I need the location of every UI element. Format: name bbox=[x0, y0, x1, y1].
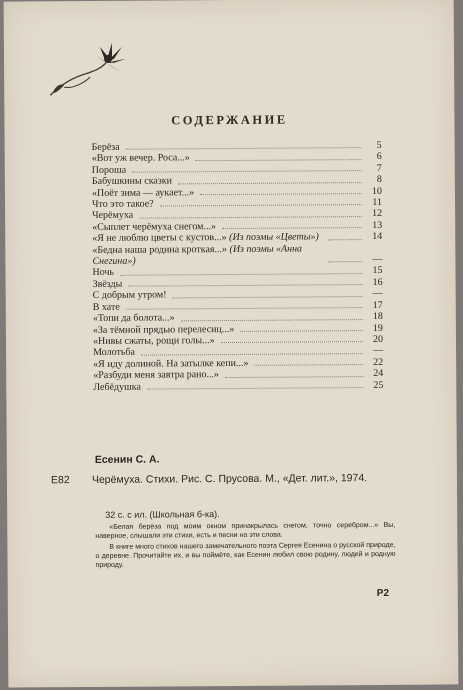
toc-leader-dots bbox=[141, 353, 363, 356]
annotation-paragraph: В книге много стихов нашего замечательного поэта Сергея Есенина о русской природе, о деревне. Прочитайте их, и вы поймёте, как Есенин любил свою родину, людей и родную природу. bbox=[95, 541, 396, 569]
toc-leader-dots bbox=[328, 239, 362, 240]
toc-entry-page: 22 bbox=[373, 356, 384, 368]
page-sheet bbox=[4, 0, 459, 688]
toc-leader-dots bbox=[181, 319, 363, 321]
toc-entry-page: 15 bbox=[372, 265, 383, 277]
toc-entry-page: 7 bbox=[376, 162, 382, 174]
toc-entry-title: «Топи да болота...» bbox=[92, 312, 175, 325]
annotation-paragraph: «Белая берёза под моим окном принакрылась снегом, точно серебром...» Вы, наверное, слышали эти стихи, есть и песни на эти слова. bbox=[95, 521, 396, 540]
toc-entry-title: В хате bbox=[92, 301, 120, 313]
catalog-annotation bbox=[95, 521, 395, 570]
toc-entry-page: — bbox=[372, 288, 383, 300]
toc-entry-page: 16 bbox=[372, 276, 383, 288]
toc-leader-dots bbox=[132, 170, 362, 173]
toc-leader-dots bbox=[173, 296, 363, 298]
toc-entry-title: «Я не люблю цветы с кустов...» (Из поэмы «Цветы») bbox=[92, 231, 319, 245]
toc-entry-title: Берёза bbox=[91, 141, 120, 153]
toc-entry bbox=[92, 243, 382, 268]
toc-entry-title: Что это такое? bbox=[91, 198, 154, 210]
toc-entry-title: «Нивы сжаты, рощи голы...» bbox=[92, 335, 215, 347]
toc-leader-dots bbox=[120, 273, 362, 276]
toc-entry-title: Звёзды bbox=[92, 278, 123, 290]
toc-entry-title: Молотьба bbox=[93, 346, 135, 359]
toc-entry bbox=[93, 379, 383, 392]
toc-leader-dots bbox=[126, 147, 362, 150]
table-of-contents bbox=[92, 140, 384, 393]
toc-entry-title: «Бедна наша родина кроткая...» (Из поэмы «Анна Снегина») bbox=[92, 243, 303, 268]
toc-entry-title: «За тёмной прядью перелесиц...» bbox=[92, 323, 235, 336]
toc-leader-dots bbox=[200, 193, 362, 195]
toc-entry-page: 6 bbox=[376, 151, 382, 163]
toc-leader-dots bbox=[222, 227, 362, 229]
toc-leader-dots bbox=[139, 216, 362, 219]
toc-entry-title: «Сыплет черёмуха снегом...» bbox=[92, 220, 217, 233]
catalog-author: Есенин С. А. bbox=[94, 453, 160, 466]
toc-entry-page: — bbox=[373, 345, 384, 357]
toc-entry-page: 11 bbox=[372, 196, 383, 209]
toc-entry-page: 10 bbox=[371, 185, 382, 197]
toc-leader-dots bbox=[221, 341, 363, 343]
toc-entry-title: Черёмуха bbox=[92, 210, 134, 222]
toc-entry-page: 20 bbox=[372, 333, 384, 345]
toc-entry-source: (Из поэмы «Анна Снегина») bbox=[92, 243, 303, 268]
toc-entry-page: 12 bbox=[372, 208, 383, 220]
toc-leader-dots bbox=[196, 159, 362, 161]
contents-heading: СОДЕРЖАНИЕ bbox=[171, 112, 288, 128]
toc-entry-page: 13 bbox=[372, 219, 383, 231]
toc-entry-title: Пороша bbox=[91, 164, 127, 176]
toc-entry-title: Бабушкины сказки bbox=[91, 175, 173, 188]
toc-entry-page: 14 bbox=[372, 231, 383, 243]
toc-entry-page: 18 bbox=[372, 311, 383, 323]
cornflower-icon bbox=[42, 33, 132, 104]
toc-entry-title: С добрым утром! bbox=[92, 289, 167, 302]
toc-entry-title: «Разбуди меня завтра рано...» bbox=[93, 369, 220, 382]
toc-entry-title: Ночь bbox=[92, 267, 115, 279]
toc-entry-source: (Из поэмы «Цветы») bbox=[229, 231, 319, 244]
toc-entry-page: 24 bbox=[373, 368, 384, 380]
toc-entry-page: 8 bbox=[376, 174, 382, 186]
toc-leader-dots bbox=[160, 205, 362, 207]
toc-entry-page: 5 bbox=[376, 139, 382, 151]
toc-leader-dots bbox=[254, 364, 363, 366]
toc-entry-title: «Вот уж вечер. Роса...» bbox=[91, 152, 190, 165]
toc-entry-page: 17 bbox=[372, 299, 383, 311]
toc-entry-page: 25 bbox=[373, 379, 384, 391]
toc-entry-page: 19 bbox=[372, 322, 383, 334]
catalog-bibliography: Черёмуха. Стихи. Рис. С. Прусова. М., «Дет. лит.», 1974. bbox=[91, 472, 368, 486]
toc-leader-dots bbox=[178, 182, 362, 184]
toc-leader-dots bbox=[328, 262, 362, 263]
toc-leader-dots bbox=[225, 376, 363, 378]
toc-entry-title: Лебёдушка bbox=[93, 381, 141, 393]
catalog-code-bottom: Р2 bbox=[376, 587, 390, 599]
toc-leader-dots bbox=[126, 307, 363, 310]
toc-leader-dots bbox=[128, 284, 362, 287]
toc-entry-title: «Поёт зима — аукает...» bbox=[91, 186, 195, 199]
toc-leader-dots bbox=[147, 387, 363, 390]
toc-entry-title: «Я иду долиной. На затылке кепи...» bbox=[93, 357, 249, 370]
catalog-class-code: Е82 bbox=[50, 474, 70, 487]
toc-leader-dots bbox=[240, 330, 363, 332]
toc-entry-page: — bbox=[372, 254, 383, 266]
catalog-pages-info: 32 с. с ил. (Школьная б-ка). bbox=[105, 509, 220, 520]
